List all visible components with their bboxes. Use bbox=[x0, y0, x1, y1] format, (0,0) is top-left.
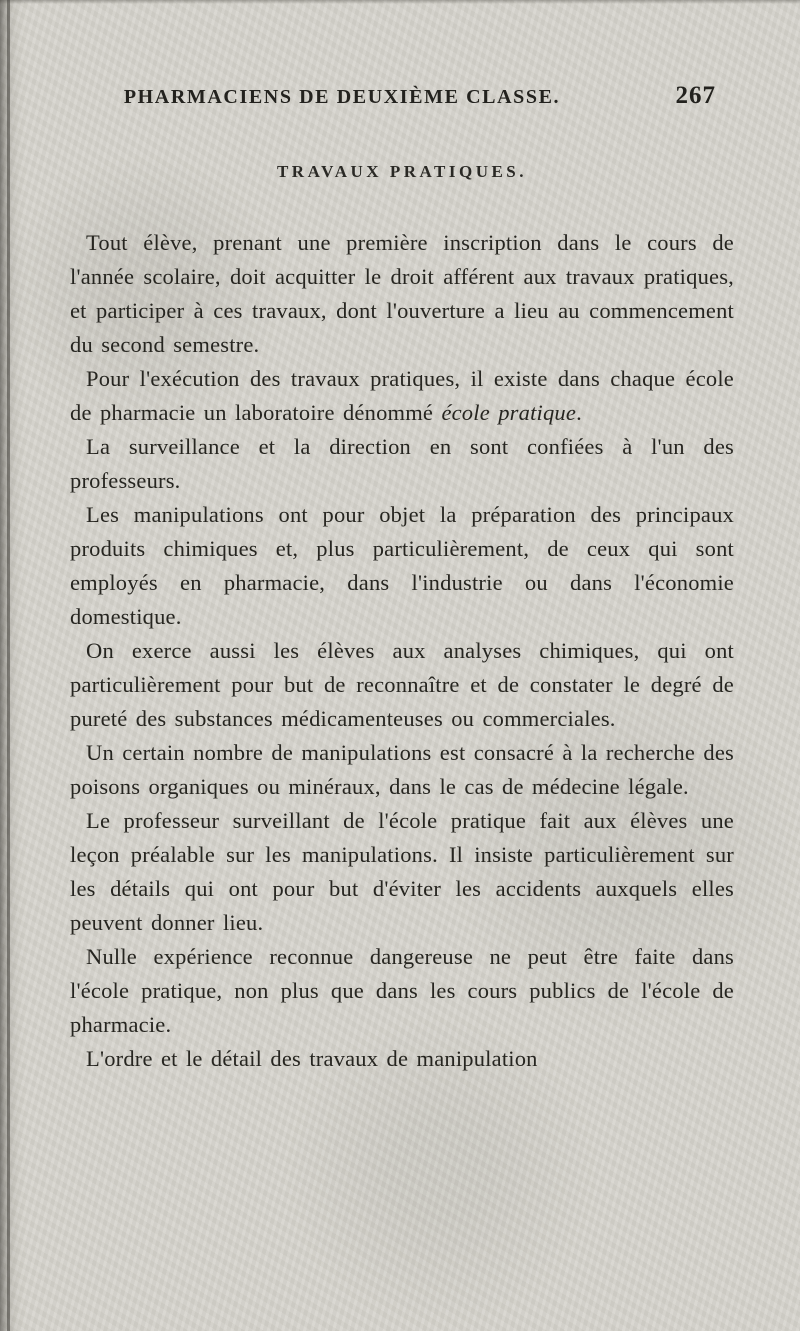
paragraph-text: . bbox=[576, 400, 582, 425]
page-number: 267 bbox=[675, 82, 716, 109]
paragraph: L'ordre et le détail des travaux de manipulation bbox=[86, 1046, 538, 1071]
paragraph: Nulle expérience reconnue dangereuse ne peut être faite dans l'école pratique, non plus que dans les cours publics de l'école de pharmacie. bbox=[70, 944, 734, 1037]
paragraph-text: Pour l'exécution des travaux pratiques, il existe dans chaque école de pharmacie un laboratoire dénommé bbox=[70, 366, 734, 425]
running-header-title: PHARMACIENS DE DEUXIÈME CLASSE. bbox=[123, 86, 561, 108]
paragraph-italic-term: école pratique bbox=[441, 400, 577, 425]
section-heading: TRAVAUX PRATIQUES. bbox=[276, 162, 528, 181]
paragraph: On exerce aussi les élèves aux analyses chimiques, qui ont particulièrement pour but de reconnaître et de constater le degré de pureté des substances médicamenteuses ou commerciales. bbox=[70, 638, 734, 731]
paragraph: Le professeur surveillant de l'école pratique fait aux élèves une leçon préalable sur les manipulations. Il insiste particulièrement sur les détails qui ont pour but d'éviter les accidents auxquels elles peuvent donner lieu. bbox=[70, 808, 734, 935]
paragraph: Un certain nombre de manipulations est consacré à la recherche des poisons organiques ou minéraux, dans le cas de médecine légale. bbox=[70, 740, 734, 799]
body-text bbox=[70, 226, 734, 1076]
paragraph: Les manipulations ont pour objet la préparation des principaux produits chimiques et, plus particulièrement, de ceux qui sont employés en pharmacie, dans l'industrie ou dans l'économie domestique. bbox=[70, 502, 734, 629]
paragraph: La surveillance et la direction en sont confiées à l'un des professeurs. bbox=[70, 434, 734, 493]
paragraph bbox=[70, 362, 734, 430]
paragraph: Tout élève, prenant une première inscription dans le cours de l'année scolaire, doit acquitter le droit afférent aux travaux pratiques, et participer à ces travaux, dont l'ouverture a lieu au commencement du second semestre. bbox=[70, 230, 734, 357]
running-header bbox=[70, 82, 734, 120]
